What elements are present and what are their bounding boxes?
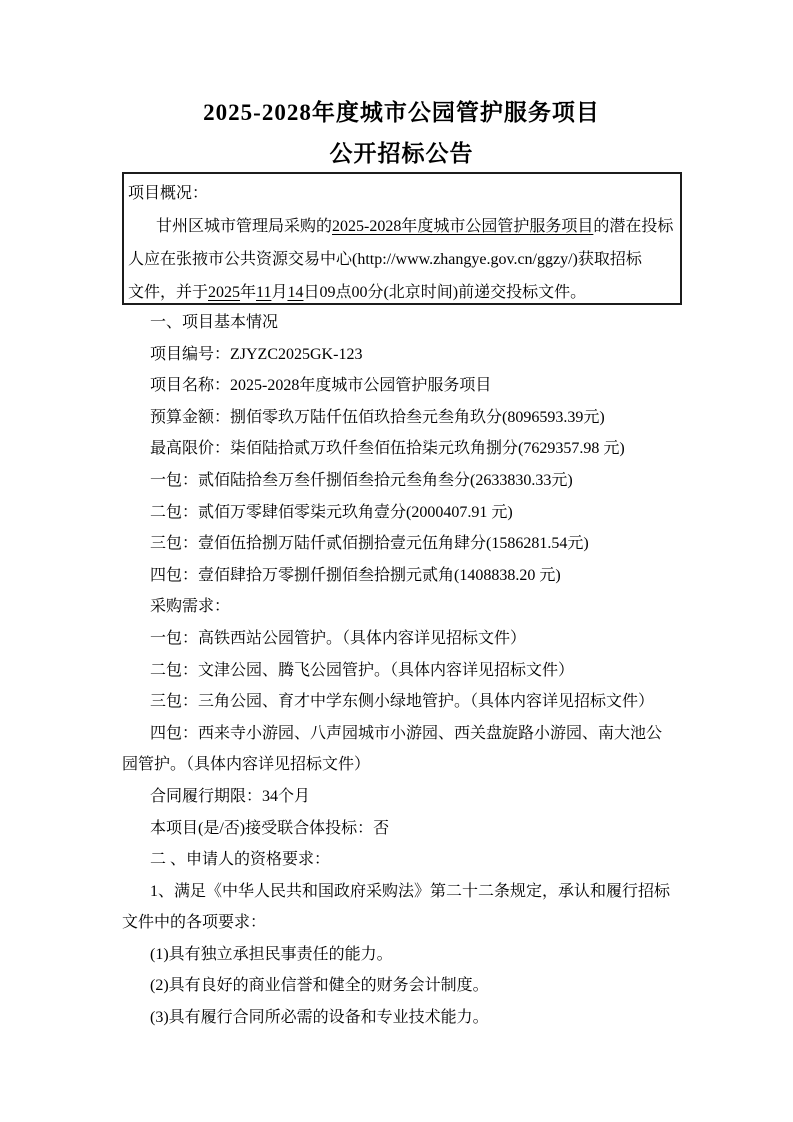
qualification-sub-item3: (3)具有履行合同所必需的设备和专业技术能力。 [150, 1009, 489, 1027]
requirement-lot4-line2: 园管护。（具体内容详见招标文件） [122, 756, 371, 774]
label-procurement-requirements: 采购需求： [150, 598, 231, 616]
field-lot2-price: 二包：贰佰万零肆佰零柒元玖角壹分(2000407.91 元) [150, 503, 513, 521]
overview-paragraph-line2: 人应在张掖市公共资源交易中心(http://www.zhangye.gov.cn/ggzy/)获取招标 [128, 251, 642, 268]
requirement-lot3: 三包：三角公园、育才中学东侧小绿地管护。（具体内容详见招标文件） [150, 693, 655, 711]
field-lot1-price: 一包：贰佰陆拾叁万叁仟捌佰叁拾元叁角叁分(2633830.33元) [150, 471, 573, 489]
field-lot4-price: 四包：壹佰肆拾万零捌仟捌佰叁拾捌元贰角(1408838.20 元) [150, 566, 561, 584]
overview-seg-year-label: 年 [240, 284, 257, 301]
qualification-sub-item1: (1)具有独立承担民事责任的能力。 [150, 945, 393, 963]
qualification-sub-item2: (2)具有良好的商业信誉和健全的财务会计制度。 [150, 977, 489, 995]
field-contract-period: 合同履行期限：34个月 [150, 787, 311, 805]
overview-seg-month-underlined: 11 [256, 284, 272, 301]
overview-seg-deadline-prefix: 文件，并于 [128, 284, 209, 301]
overview-seg-deadline-suffix: 日09点00分(北京时间)前递交投标文件。 [303, 284, 587, 301]
overview-heading: 项目概况： [128, 185, 209, 202]
field-consortium-bidding: 本项目(是/否)接受联合体投标：否 [150, 819, 390, 837]
field-project-name: 项目名称：2025-2028年度城市公园管护服务项目 [150, 377, 492, 395]
overview-paragraph-line3 [128, 276, 676, 309]
document-title-line2: 公开招标公告 [329, 141, 474, 166]
requirement-lot1: 一包：高铁西站公园管护。（具体内容详见招标文件） [150, 629, 527, 647]
project-overview-box [122, 172, 682, 305]
field-project-number: 项目编号：ZJYZC2025GK-123 [150, 345, 363, 363]
overview-seg-month-label: 月 [271, 284, 288, 301]
field-max-price: 最高限价：柒佰陆拾贰万玖仟叁佰伍拾柒元玖角捌分(7629357.98 元) [150, 440, 625, 458]
requirement-lot4-line1: 四包：西来寺小游园、八声园城市小游园、西关盘旋路小游园、南大池公 [150, 724, 663, 742]
section-heading-qualification: 二 、申请人的资格要求： [150, 851, 331, 869]
overview-seg-year-underlined: 2025 [208, 284, 241, 301]
qualification-item1-line2: 文件中的各项要求： [122, 914, 267, 932]
overview-seg-purchaser: 甘州区城市管理局采购的 [156, 218, 333, 235]
field-lot3-price: 三包：壹佰伍拾捌万陆仟贰佰捌拾壹元伍角肆分(1586281.54元) [150, 535, 589, 553]
document-title [122, 92, 681, 174]
document-body [122, 307, 722, 1034]
overview-paragraph-line1 [128, 210, 676, 243]
requirement-lot2: 二包：文津公园、腾飞公园管护。（具体内容详见招标文件） [150, 661, 575, 679]
overview-seg-project-name-underlined: 2025-2028年度城市公园管护服务项目 [332, 218, 594, 235]
field-budget-amount: 预算金额：捌佰零玖万陆仟伍佰玖拾叁元叁角玖分(8096593.39元) [150, 408, 605, 426]
document-title-line1: 2025-2028年度城市公园管护服务项目 [203, 100, 600, 125]
overview-seg-day-underlined: 14 [287, 284, 304, 301]
overview-seg-bidders: 的潜在投标 [593, 218, 674, 235]
section-heading-basic-info: 一、项目基本情况 [150, 314, 279, 331]
qualification-item1-line1: 1、满足《中华人民共和国政府采购法》第二十二条规定，承认和履行招标 [150, 882, 671, 900]
